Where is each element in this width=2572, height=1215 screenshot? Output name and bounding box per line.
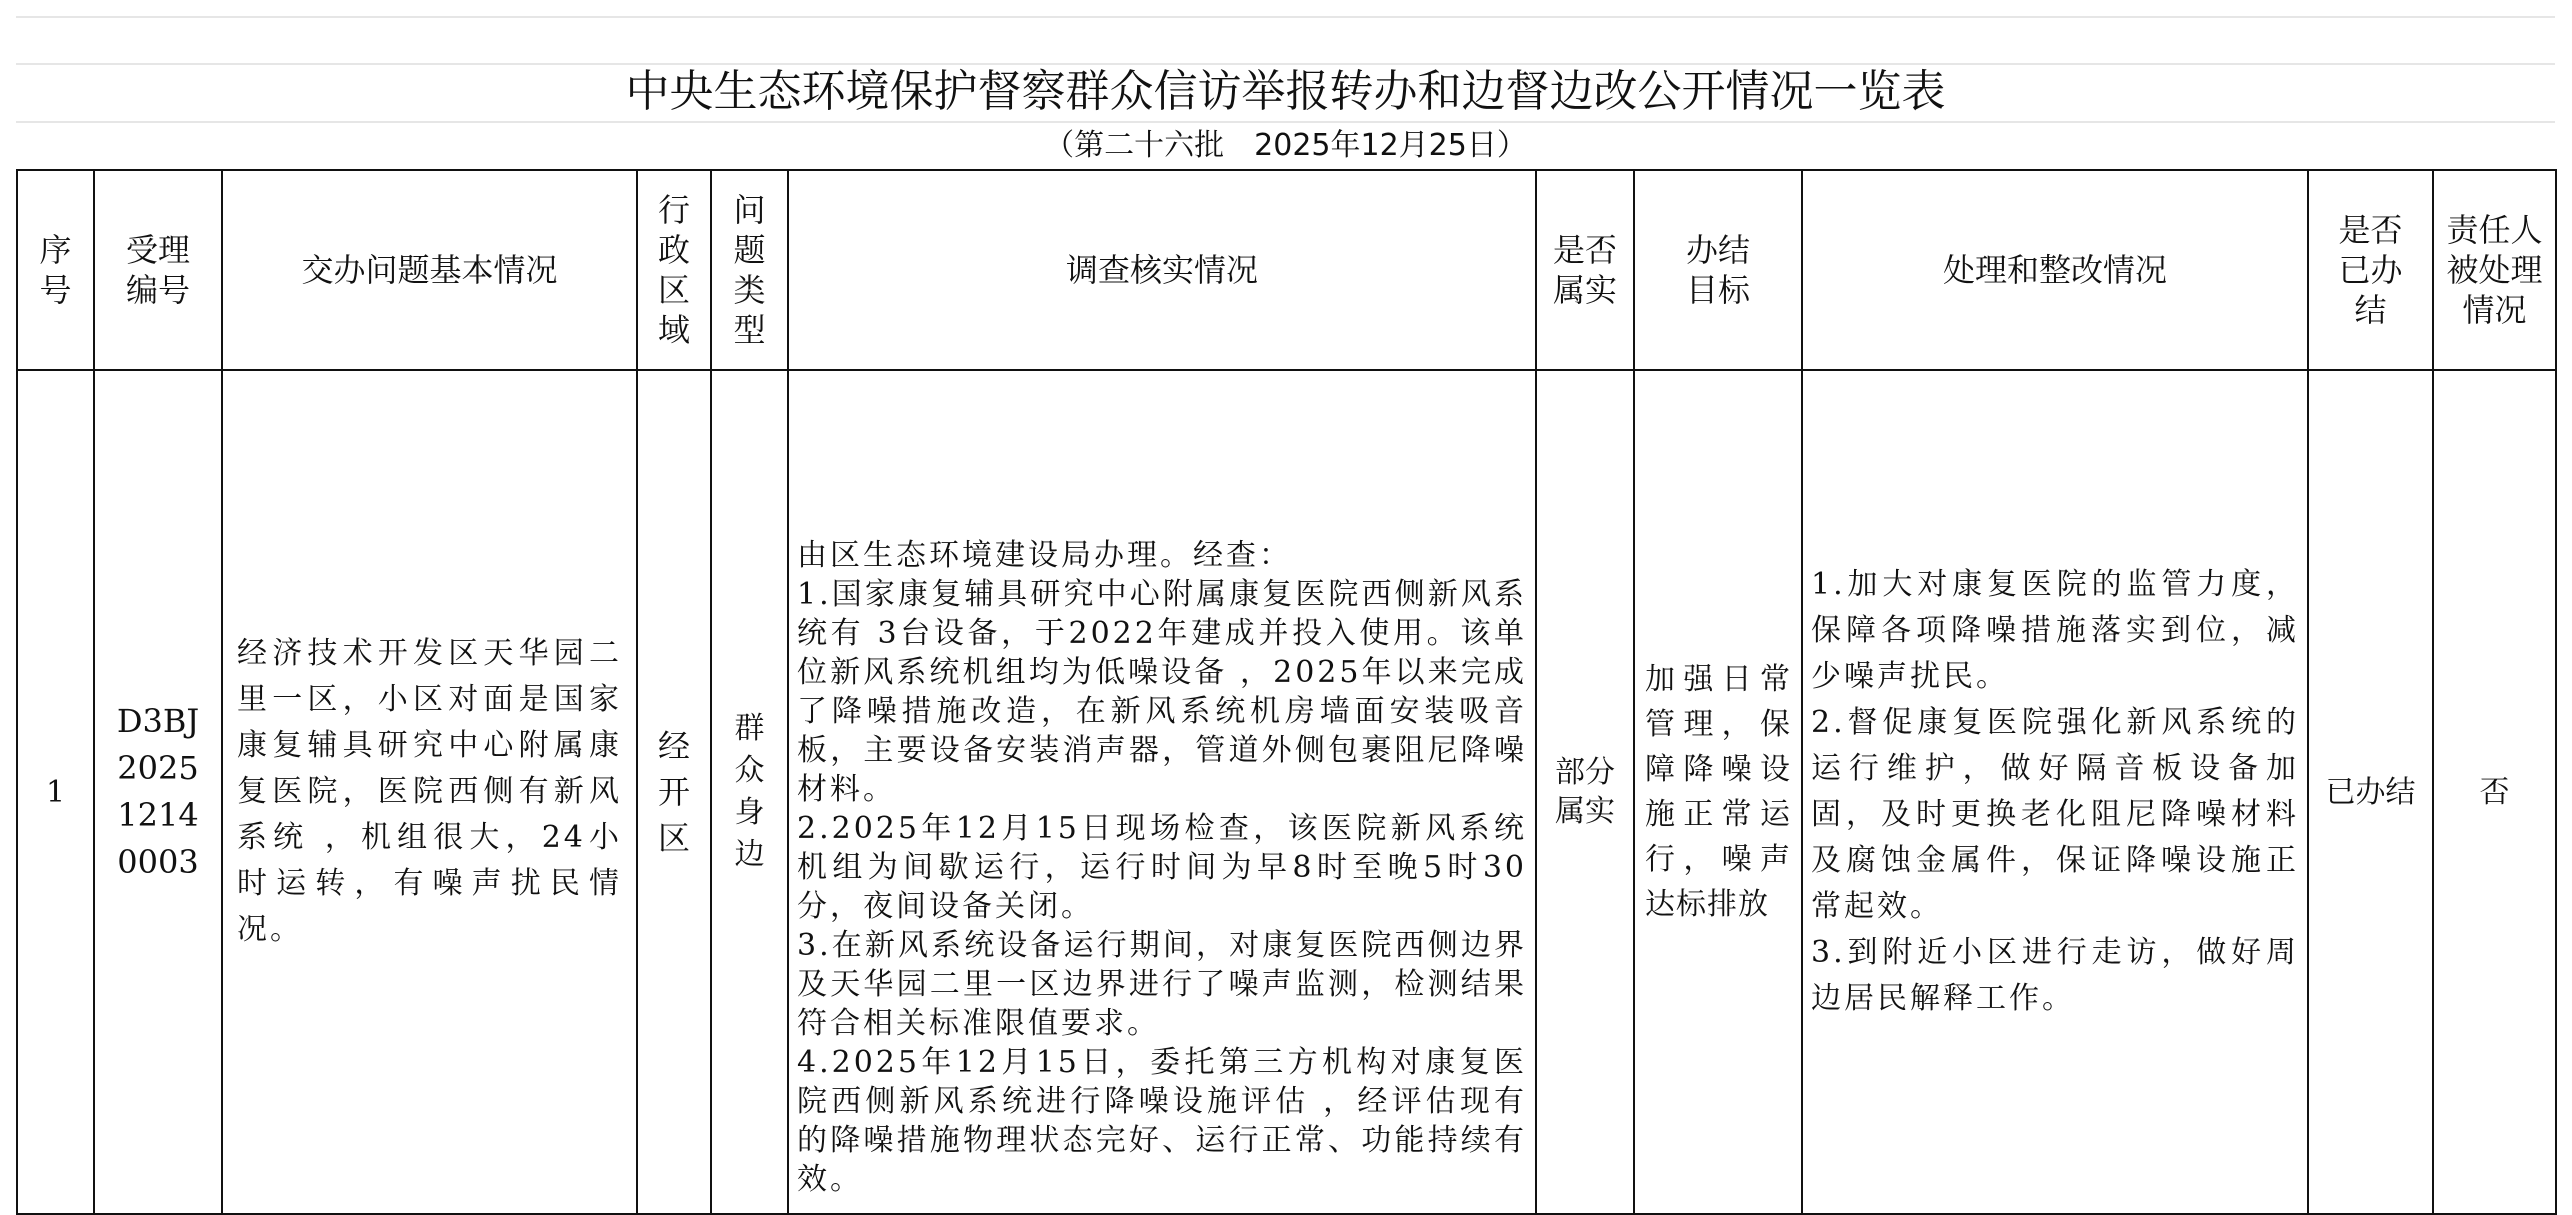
header-index: 序号 [17,170,94,370]
table-header-row [17,170,2556,370]
table-row [17,370,2556,1214]
page-subtitle: （第二十六批 2025年12月25日） [1044,128,1527,163]
investigation-line: 4.2025年12月15日，委托第三方机构对康复医院西侧新风系统进行降噪设施评估 ，经评估现有的降噪措施物理状态完好、运行正常、功能持续有效。 [797,1045,1527,1197]
rectification-line: 3.到附近小区进行走访，做好周边居民解释工作。 [1811,935,2299,1016]
cell-case-no: D3BJ202512140003 [94,370,222,1214]
investigation-line: 1.国家康复辅具研究中心附属康复医院西侧新风系统有 3台设备，于2022年建成并投入使用。该单位新风系统机组均为低噪设备 ，2025年以来完成了降噪措施改造，在新风系统机房墙面安装吸音板，主要设备安装消声器，管道外侧包裹阻尼降噪材料。 [797,577,1527,807]
cell-completed: 已办结 [2308,370,2433,1214]
header-rectification: 处理和整改情况 [1802,170,2308,370]
report-table [16,169,2557,1215]
header-accountability: 责任人被处理情况 [2433,170,2556,370]
header-problem: 交办问题基本情况 [222,170,637,370]
cell-rectification [1802,370,2308,1214]
cell-investigation [788,370,1536,1214]
investigation-line: 2.2025年12月15日现场检查，该医院新风系统机组为间歇运行，运行时间为早8时至晚5时30分，夜间设备关闭。 [797,811,1527,924]
cell-district: 经开区 [637,370,711,1214]
header-investigation: 调查核实情况 [788,170,1536,370]
header-verified: 是否属实 [1536,170,1634,370]
investigation-line: 由区生态环境建设局办理。经查： [797,538,1292,573]
page-title: 中央生态环境保护督察群众信访举报转办和边督边改公开情况一览表 [16,63,2555,123]
cell-type: 群众身边 [711,370,788,1214]
header-goal: 办结目标 [1634,170,1802,370]
header-type: 问题类型 [711,170,788,370]
cell-accountability: 否 [2433,370,2556,1214]
cell-verified: 部分属实 [1536,370,1634,1214]
rectification-line: 2.督促康复医院强化新风系统的运行维护，做好隔音板设备加固，及时更换老化阻尼降噪材料及腐蚀金属件，保证降噪设施正常起效。 [1811,705,2299,924]
blank-header-row [16,16,2555,65]
header-completed: 是否已办结 [2308,170,2433,370]
cell-problem: 经济技术开发区天华园二里一区，小区对面是国家康复辅具研究中心附属康复医院，医院西侧有新风系统 ，机组很大，24小时运转，有噪声扰民情况。 [222,370,637,1214]
header-case-no: 受理编号 [94,170,222,370]
rectification-line: 1.加大对康复医院的监管力度，保障各项降噪措施落实到位，减少噪声扰民。 [1811,567,2299,694]
cell-goal: 加强日常管理，保障降噪设施正常运行，噪声达标排放 [1634,370,1802,1214]
cell-index: 1 [17,370,94,1214]
header-district: 行政区域 [637,170,711,370]
investigation-line: 3.在新风系统设备运行期间，对康复医院西侧边界及天华园二里一区边界进行了噪声监测，检测结果符合相关标准限值要求。 [797,928,1527,1041]
